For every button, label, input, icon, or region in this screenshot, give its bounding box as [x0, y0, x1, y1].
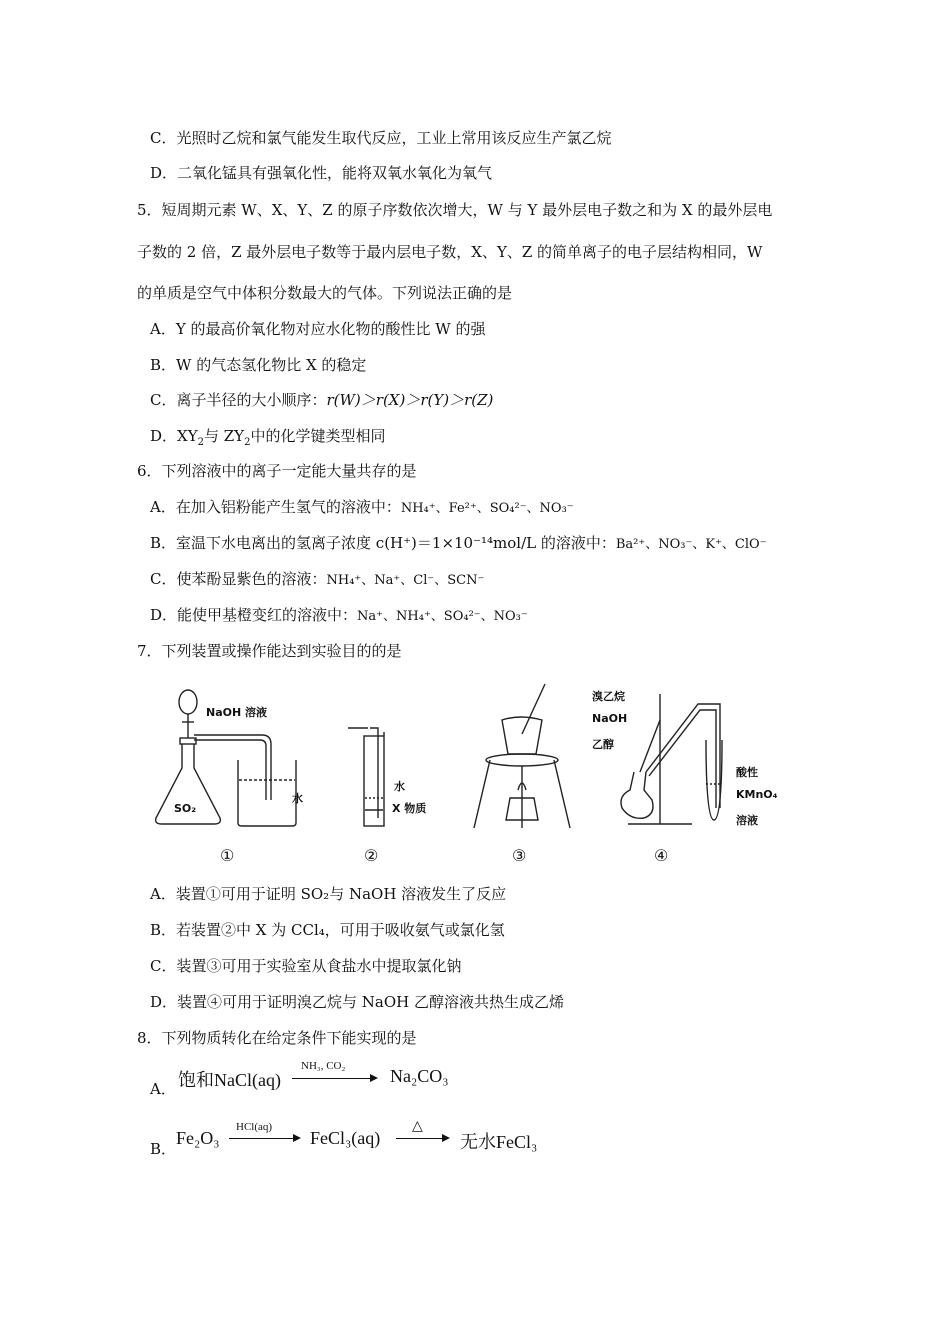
q6-option-a — [150, 497, 574, 519]
q5-stem-line2: 子数的 2 倍，Z 最外层电子数等于最内层电子数，X、Y、Z 的简单离子的电子层结构相同，W — [137, 243, 763, 261]
q8-option-b-condition1: HCl(aq) — [236, 1121, 273, 1133]
q5-option-d — [150, 426, 385, 446]
q6-option-c-ions: NH₄⁺、Na⁺、Cl⁻、SCN⁻ — [326, 573, 485, 588]
label-naoh: NaOH — [592, 712, 628, 725]
label-water-2: 水 — [394, 780, 405, 793]
q5-option-a: A．Y 的最高价氧化物对应水化物的酸性比 W 的强 — [150, 320, 486, 338]
subscript: 2 — [244, 437, 251, 448]
q8-option-b-product: 无水FeCl₃ — [460, 1132, 538, 1152]
q6-option-d-text: D．能使甲基橙变红的溶液中： — [150, 606, 358, 624]
reaction-arrow-icon — [229, 1138, 299, 1139]
q8-option-a-condition: NH₃, CO₂ — [301, 1060, 346, 1072]
q5-option-d-part1: D．XY — [150, 427, 198, 445]
q5-option-d-part2: 与 ZY — [203, 427, 245, 445]
q5-option-c — [150, 390, 493, 410]
apparatus-number-4: ④ — [654, 846, 669, 865]
label-solution: 溶液 — [736, 814, 758, 827]
q7-option-c: C．装置③可用于实验室从食盐水中提取氯化钠 — [150, 957, 462, 975]
q8-option-a-label: A． — [150, 1080, 176, 1098]
q5-stem-line1: 5．短周期元素 W、X、Y、Z 的原子序数依次增大，W 与 Y 最外层电子数之和为 X 的最外层电 — [137, 201, 773, 219]
q5-option-c-text: C．离子半径的大小顺序： — [150, 391, 327, 409]
reaction-arrow-icon — [292, 1078, 376, 1079]
apparatus-number-3: ③ — [512, 846, 527, 865]
q6-option-b-text: B．室温下水电离出的氢离子浓度 c(H⁺)＝1×10⁻¹⁴mol/L 的溶液中： — [150, 534, 616, 552]
q8-option-a-reactant: 饱和NaCl(aq) — [178, 1070, 281, 1090]
q7-option-a: A．装置①可用于证明 SO₂与 NaOH 溶液发生了反应 — [150, 885, 507, 903]
apparatus-2 — [348, 728, 384, 826]
q6-stem: 6．下列溶液中的离子一定能大量共存的是 — [137, 462, 417, 480]
label-ethanol: 乙醇 — [592, 738, 614, 751]
q8-stem: 8．下列物质转化在给定条件下能实现的是 — [137, 1029, 417, 1047]
q5-option-d-part3: 中的化学键类型相同 — [250, 427, 386, 445]
q6-option-c-text: C．使苯酚显紫色的溶液： — [150, 570, 327, 588]
q8-option-b-condition2: △ — [412, 1119, 423, 1134]
q6-option-c — [150, 569, 484, 591]
q8-option-b-reactant: Fe₂O₃ — [176, 1128, 220, 1148]
apparatus-3 — [474, 684, 570, 828]
label-acidic: 酸性 — [736, 766, 758, 779]
apparatus-drawing — [150, 680, 830, 830]
apparatus-figure — [150, 680, 830, 870]
apparatus-number-2: ② — [364, 846, 379, 865]
q7-option-d: D．装置④可用于证明溴乙烷与 NaOH 乙醇溶液共热生成乙烯 — [150, 993, 565, 1011]
q6-option-d-ions: Na⁺、NH₄⁺、SO₄²⁻、NO₃⁻ — [357, 609, 528, 624]
q5-stem-line3: 的单质是空气中体积分数最大的气体。下列说法正确的是 — [137, 284, 513, 302]
q6-option-d — [150, 605, 528, 627]
q4-option-d: D．二氧化锰具有强氧化性，能将双氧水氧化为氧气 — [150, 164, 493, 182]
q7-stem: 7．下列装置或操作能达到实验目的的是 — [137, 642, 402, 660]
q5-option-c-order: r(W)＞r(X)＞r(Y)＞r(Z) — [326, 391, 494, 409]
q8-option-b-intermediate: FeCl₃(aq) — [310, 1128, 381, 1148]
apparatus-4 — [621, 694, 722, 824]
label-kmno4: KMnO₄ — [736, 788, 778, 801]
label-naoh-solution: NaOH 溶液 — [206, 706, 268, 719]
q6-option-b-ions: Ba²⁺、NO₃⁻、K⁺、ClO⁻ — [615, 537, 767, 552]
q4-option-c: C．光照时乙烷和氯气能发生取代反应，工业上常用该反应生产氯乙烷 — [150, 129, 612, 147]
label-bromoethane: 溴乙烷 — [592, 690, 625, 703]
q8-option-b-label: B． — [150, 1140, 177, 1158]
label-so2: SO₂ — [174, 802, 197, 815]
q7-option-b: B．若装置②中 X 为 CCl₄，可用于吸收氨气或氯化氢 — [150, 921, 505, 939]
reaction-arrow-icon — [396, 1138, 448, 1139]
apparatus-number-1: ① — [220, 846, 235, 865]
label-water-1: 水 — [292, 792, 303, 805]
q5-option-b: B．W 的气态氢化物比 X 的稳定 — [150, 356, 367, 374]
q6-option-b — [150, 533, 767, 555]
q8-option-a-product: Na₂CO₃ — [390, 1066, 449, 1086]
subscript: 2 — [197, 437, 204, 448]
q6-option-a-text: A．在加入铝粉能产生氢气的溶液中： — [150, 498, 401, 516]
label-x-substance: X 物质 — [392, 802, 427, 815]
q6-option-a-ions: NH₄⁺、Fe²⁺、SO₄²⁻、NO₃⁻ — [400, 501, 574, 516]
